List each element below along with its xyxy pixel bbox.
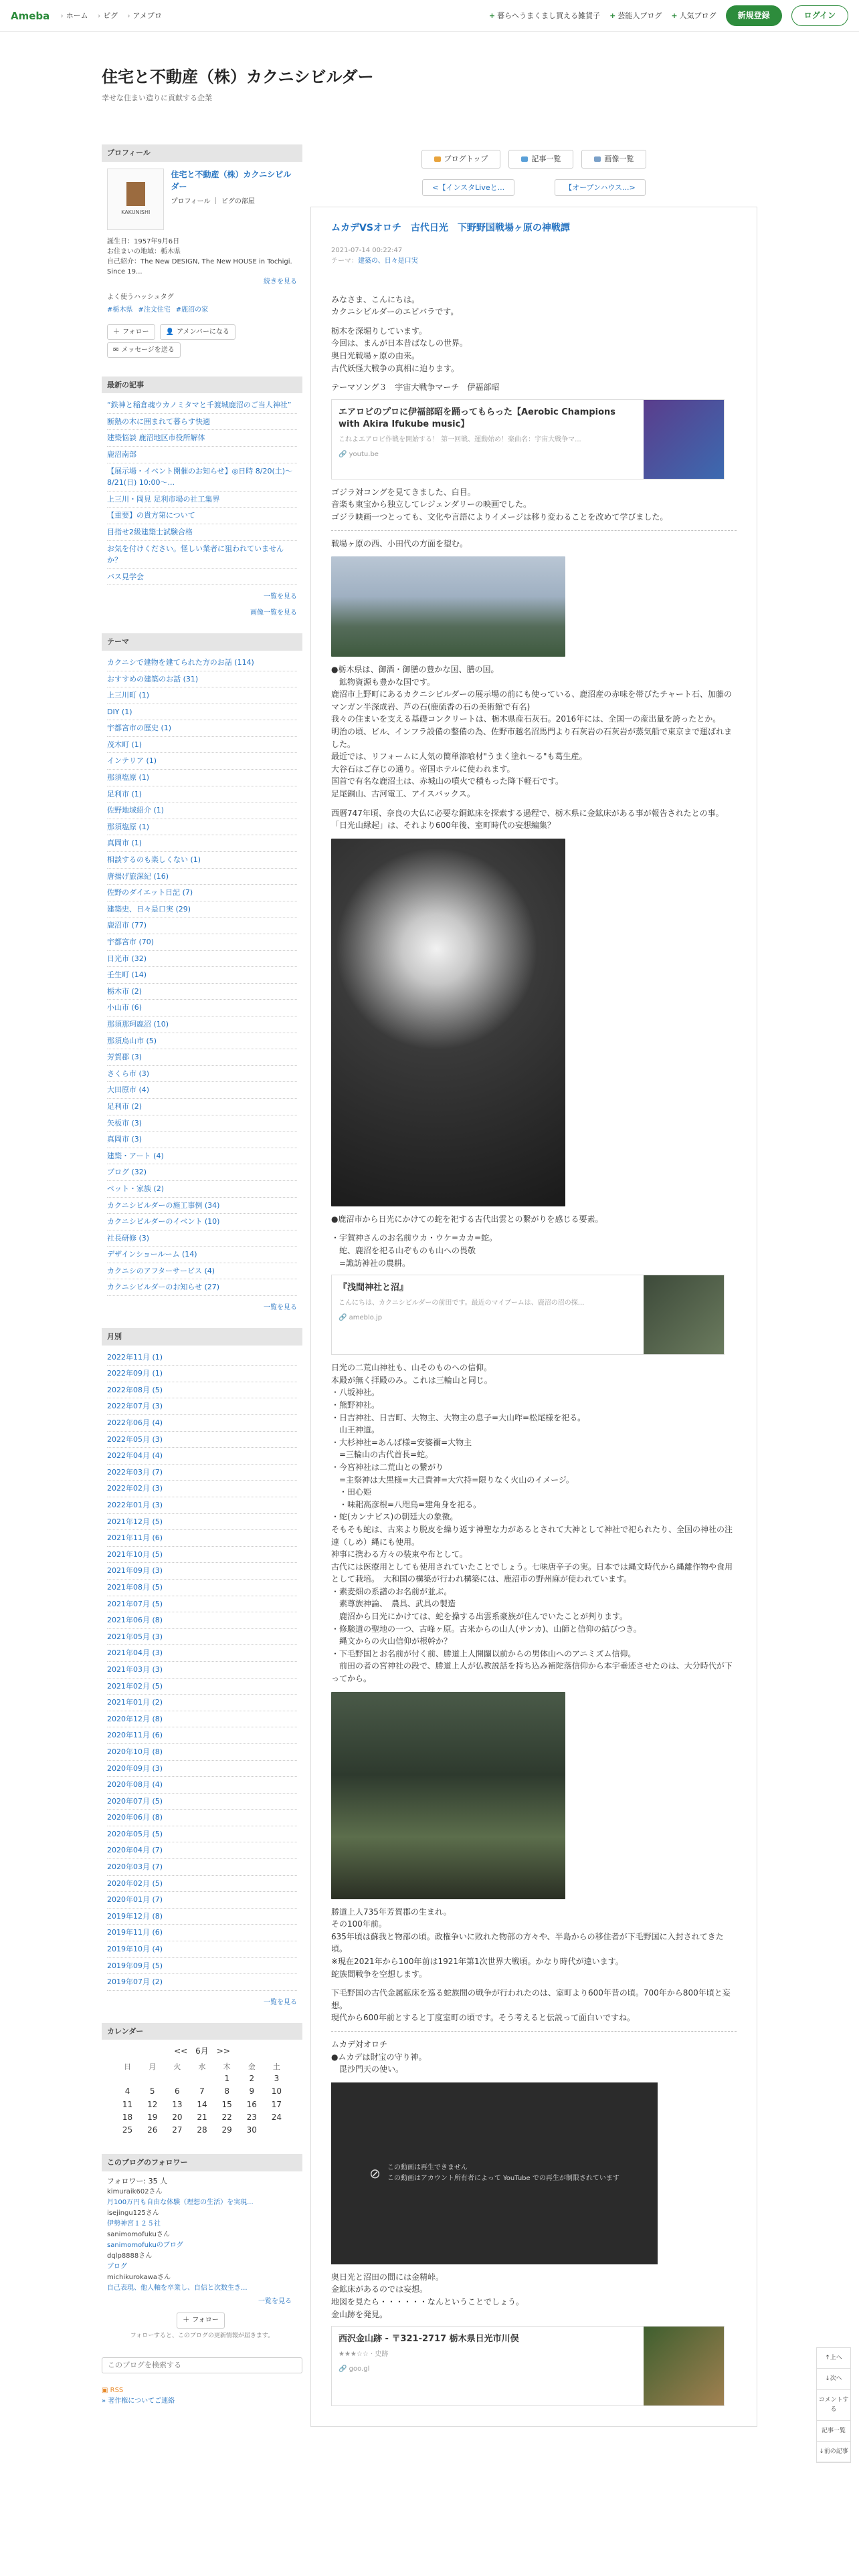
calendar-day: 29 (221, 2125, 232, 2135)
recent-post-item[interactable]: 【展示場・イベント開催のお知らせ】◎日時 8/20(土)〜8/21(日) 10:00〜... (107, 463, 297, 492)
themes-box (102, 633, 302, 1316)
calendar-day (165, 2072, 189, 2085)
calendar-weekday: 日 (124, 2062, 132, 2071)
tab-post-list[interactable]: 記事一覧 (508, 150, 573, 169)
theme-item[interactable]: 建築・アート (4) (107, 1148, 297, 1165)
theme-item[interactable]: カクニシのアフターサービス (4) (107, 1263, 297, 1280)
header-link-celebrity[interactable]: + 芸能人ブログ (609, 11, 662, 20)
amember-button[interactable]: 👤 アメンバーになる (160, 324, 235, 340)
theme-item[interactable]: 那須那珂鹿沼 (10) (107, 1016, 297, 1033)
recent-post-item[interactable]: お気を付けください。怪しい業者に狙われていませんか？ (107, 541, 297, 569)
calendar-day: 11 (122, 2099, 133, 2109)
article-paragraph: テーマソング３ 宇宙大戦争マーチ 伊福部昭 (331, 383, 500, 393)
follow-button[interactable]: ＋ フォロー (107, 324, 155, 340)
calendar-day: 27 (172, 2125, 183, 2135)
article-paragraph: ●鹿沼市から日光にかけての蛇を祀する古代出雲との繋がりを感じる要素。 (331, 1214, 603, 1224)
blog-header (102, 64, 859, 118)
theme-item[interactable]: 日光市 (32) (107, 951, 297, 968)
profile-links[interactable]: プロフィール ｜ ピグの部屋 (171, 197, 255, 205)
follower-list (107, 2187, 297, 2294)
calendar-day: 3 (274, 2074, 280, 2084)
theme-item[interactable]: 壬生町 (14) (107, 967, 297, 984)
themes-more-link[interactable]: 一覧を見る (264, 1304, 297, 1312)
calendar-day: 8 (224, 2086, 229, 2097)
calendar-header: カレンダー (102, 2023, 302, 2040)
month-item[interactable]: 2022年03月 (7) (107, 1465, 297, 1481)
follower-blog-link[interactable]: sanimomofukuのブログ (107, 2242, 183, 2250)
follower-blog-link[interactable]: ブログ (107, 2263, 127, 2271)
theme-item[interactable]: 大田原市 (4) (107, 1082, 297, 1099)
header-link-popular[interactable]: + 人気ブログ (671, 11, 717, 20)
theme-item[interactable]: デザインショールーム (14) (107, 1247, 297, 1263)
theme-item[interactable]: 上三川町 (1) (107, 687, 297, 704)
calendar-day: 1 (224, 2074, 229, 2084)
woods-photo (331, 1692, 565, 1899)
theme-item[interactable]: 那須塩原 (1) (107, 770, 297, 786)
monthly-more-link[interactable]: 一覧を見る (264, 1998, 297, 2006)
rail-prev-button[interactable]: ↓前の記事 (817, 2442, 850, 2462)
theme-item[interactable]: 真岡市 (3) (107, 1132, 297, 1148)
month-item[interactable]: 2022年11月 (1) (107, 1350, 297, 1366)
sidebar (102, 144, 302, 2419)
theme-item[interactable]: 足利市 (1) (107, 786, 297, 803)
link-card-ameblo[interactable]: 『浅間神社と沼』 こんにちは、カクニシビルダーの前田です。最近のマイブームは、鹿沼の沼の探... 🔗 ameblo.jp (331, 1275, 725, 1355)
home-icon (434, 156, 441, 162)
article-paragraph: 下毛野国の古代金属鉱床を巡る蛇族間の戦争が行われたのは、室町より600年昔の頃。700年から800年頃と妄想。 現代から600年前とすると丁度室町の頃です。そう考えると伝説って面白いですね。 (331, 1988, 731, 2023)
monthly-box (102, 1328, 302, 2011)
followers-box (102, 2154, 302, 2345)
month-item[interactable]: 2020年10月 (8) (107, 1744, 297, 1761)
month-item[interactable]: 2020年08月 (4) (107, 1777, 297, 1794)
month-item[interactable]: 2019年12月 (8) (107, 1909, 297, 1925)
login-button[interactable]: ログイン (791, 5, 848, 26)
follower-blog-link[interactable]: 月100万円も自由な体験（理想の生活）を実現... (107, 2199, 254, 2207)
link-icon: 🔗 youtu.be (339, 451, 379, 459)
calendar-day: 4 (124, 2086, 130, 2097)
calendar-day: 6 (175, 2086, 180, 2097)
profile-intro: 自己紹介：The New DESIGN, The New HOUSE in Tochigi. Since 19... (107, 257, 292, 276)
theme-item[interactable]: 茂木町 (1) (107, 737, 297, 754)
article-paragraph: ムカデ対オロチ ●ムカデは財宝の守り神。 毘沙門天の使い。 (331, 2039, 427, 2074)
month-item[interactable]: 2020年06月 (8) (107, 1810, 297, 1826)
calendar-day: 30 (246, 2125, 257, 2135)
calendar-weekday: 月 (149, 2062, 157, 2071)
month-item[interactable]: 2021年08月 (5) (107, 1580, 297, 1596)
theme-item[interactable]: 宇都宮市 (70) (107, 934, 297, 951)
article-paragraph: ●栃木県は、御酒・御膳の豊かな国、膳の国。 鉱物資源も豊かな国です。 鹿沼市上野町にあるカクニシビルダーの展示場の前にも使っている、鹿沼産の赤味を帯びたチャート石、加藤のマンガン半深成岩、芦の石(鹿硫香の石の美術館で有名) 我々の住まいを支える基礎コンクリートは、栃木県産石灰石。2016年には、全国一の産出量を誇ったとか。 明治の頃、ビル、インフラ設備の整備の為、佐野市越名沼馬門より石灰岩の石灰岩が蒸気船で東京まで運ばれました。 最近では、リフォームに人気の簡単漆喰材"うまく塗れ～る"も葛生産。 大谷石はご存じの通り。帝国ホテルに使われます。 国首で有名な鹿沼土は、赤城山の噴火で積もった降下軽石です。 足尾銅山、古河電工、アイスバックス。 (331, 665, 733, 799)
article-paragraph: 奥日光と沼田の間には金精峠。 金鉱床があるのでは妄想。 地図を見たら・・・・・・なんということでしょう。 金山跡を発見。 (331, 2272, 524, 2319)
person-icon: 👤 (165, 328, 175, 336)
card-thumbnail (644, 400, 724, 479)
article-paragraph: みなさま、こんにちは。 カクニシビルダーのエビバラです。 (331, 294, 459, 317)
theme-item[interactable]: 矢板市 (3) (107, 1115, 297, 1132)
month-item[interactable]: 2019年10月 (4) (107, 1941, 297, 1958)
theme-item[interactable]: 建築史、日々是口実 (29) (107, 901, 297, 918)
recent-post-item[interactable]: 鹿沼南部 (107, 447, 297, 463)
theme-item[interactable]: カクニシビルダーのお知らせ (27) (107, 1279, 297, 1296)
month-item[interactable]: 2020年07月 (5) (107, 1794, 297, 1810)
calendar-day: 22 (221, 2112, 232, 2122)
theme-item[interactable]: DIY (1) (107, 704, 297, 721)
rail-up-button[interactable]: ↑上へ (817, 2348, 850, 2369)
recent-post-item[interactable]: バス見学会 (107, 569, 297, 586)
calendar-table (115, 2061, 289, 2137)
mail-icon: ✉ (113, 346, 119, 354)
theme-item[interactable]: カクニシで建物を建てられた方のお話 (114) (107, 655, 297, 671)
profile-name[interactable]: 住宅と不動産（株）カクニシビルダー (171, 169, 292, 191)
theme-item[interactable]: カクニシビルダーの施工事例 (34) (107, 1198, 297, 1214)
top-bar (0, 0, 859, 32)
theme-item[interactable]: インテリア (1) (107, 753, 297, 770)
nav-pigg[interactable]: › ピグ (98, 10, 118, 22)
theme-item[interactable]: さくら市 (3) (107, 1066, 297, 1083)
link-icon: 🔗 goo.gl (339, 2365, 370, 2373)
profile-area: お住まいの地域：栃木県 (107, 247, 181, 255)
forest-photo (331, 839, 565, 1206)
follower-name[interactable]: michikurokawaさん (107, 2274, 171, 2282)
theme-item[interactable]: 那須烏山市 (5) (107, 1033, 297, 1050)
month-item[interactable]: 2021年06月 (8) (107, 1612, 297, 1629)
hashtag-custom-house[interactable]: #注文住宅 (138, 306, 171, 314)
mountain-photo (331, 556, 565, 657)
month-item[interactable]: 2020年12月 (8) (107, 1711, 297, 1728)
month-item[interactable]: 2021年09月 (3) (107, 1563, 297, 1580)
month-item[interactable]: 2021年12月 (5) (107, 1514, 297, 1531)
prev-post-link[interactable]: <【インスタLiveと... (422, 179, 514, 197)
month-item[interactable]: 2021年04月 (3) (107, 1645, 297, 1662)
calendar-day: 21 (197, 2112, 207, 2122)
profile-more-link[interactable]: 続きを見る (264, 278, 297, 286)
rail-next-button[interactable]: ↓次へ (817, 2369, 850, 2389)
plus-icon: ＋ (183, 2317, 190, 2325)
month-item[interactable]: 2020年09月 (3) (107, 1761, 297, 1778)
hashtag-tochigi[interactable]: #栃木県 (107, 306, 133, 314)
month-item[interactable]: 2021年02月 (5) (107, 1679, 297, 1695)
month-item[interactable]: 2021年11月 (6) (107, 1530, 297, 1547)
month-item[interactable]: 2019年07月 (2) (107, 1974, 297, 1991)
theme-item[interactable]: 那須塩原 (1) (107, 819, 297, 836)
article-paragraph: ・宇賀神さんのお名前ウカ・ウケ=カカ=蛇。 蛇、鹿沼を祀る山ぞものも山への畏敬 =諏訪神社の農耕。 (331, 1233, 498, 1268)
calendar-day: 13 (172, 2099, 183, 2109)
article-paragraph: ゴジラ対コングを見てきました、白目。 音楽も東宝から独立してレジェンダリーの映画でした。 ゴジラ映画一つとっても、文化や言語によりイメージは移り変わることを改めて学びました。 (331, 487, 668, 522)
theme-item[interactable]: 小山市 (6) (107, 1000, 297, 1016)
follower-blog-link[interactable]: 伊勢神宮１２５社 (107, 2220, 161, 2228)
month-item[interactable]: 2021年05月 (3) (107, 1629, 297, 1646)
follower-name[interactable]: dqlp8888さん (107, 2252, 153, 2260)
embedded-video[interactable] (331, 2082, 658, 2264)
calendar-day (115, 2072, 140, 2085)
tab-blog-top[interactable]: ブログトップ (421, 150, 501, 169)
card-thumbnail (644, 2327, 724, 2405)
theme-item[interactable]: 宇都宮市の歴史 (1) (107, 720, 297, 737)
rss-icon: ▣ (102, 2386, 110, 2394)
month-item[interactable]: 2022年02月 (3) (107, 1481, 297, 1497)
recent-post-item[interactable]: 建築悩談 鹿沼地区市役所解体 (107, 430, 297, 447)
profile-header: プロフィール (102, 144, 302, 162)
blog-subtitle: 幸せな住まい造りに貢献する企業 (102, 94, 212, 103)
follower-count: フォロワー: 35 人 (107, 2176, 168, 2185)
follower-blog-link[interactable]: 自己表現、他人軸を卒業し、自信と次数生き... (107, 2284, 248, 2292)
list-icon (521, 156, 528, 162)
month-item[interactable]: 2019年09月 (5) (107, 1958, 297, 1975)
month-item[interactable]: 2022年01月 (3) (107, 1497, 297, 1514)
calendar-day: 18 (122, 2112, 133, 2122)
theme-item[interactable]: 栃木市 (2) (107, 984, 297, 1000)
link-card-youtube[interactable]: エアロビのプロに伊福部昭を踊ってもらった【Aerobic Champions with Akira Ifukube music】 これよエアロビ作戦を開始する！ 第一回戦、運動始め！楽曲名：宇宙大戦争マ... 🔗 youtu.be (331, 399, 725, 479)
monthly-header: 月別 (102, 1328, 302, 1346)
calendar-day: 15 (221, 2099, 232, 2109)
calendar-day: 19 (147, 2112, 158, 2122)
month-item[interactable]: 2020年01月 (7) (107, 1892, 297, 1909)
calendar-month-nav[interactable]: << 6月 >> (174, 2046, 230, 2056)
followers-more-link[interactable]: 一覧を見る (258, 2298, 292, 2306)
nav-home[interactable]: › ホーム (60, 10, 88, 22)
month-item[interactable]: 2019年11月 (6) (107, 1925, 297, 1941)
month-item[interactable]: 2020年11月 (6) (107, 1727, 297, 1744)
calendar-weekday: 木 (223, 2062, 231, 2071)
theme-list (102, 651, 302, 1300)
article-title[interactable]: ムカデVSオロチ 古代日光 下野野国戦場ヶ原の神戦譚 (331, 223, 570, 234)
recent-post-item[interactable]: 目指せ2級建築士試験合格 (107, 524, 297, 541)
ameba-logo[interactable]: Ameba (11, 9, 50, 22)
calendar-day: 20 (172, 2112, 183, 2122)
calendar-day: 10 (271, 2086, 282, 2097)
follow-note: フォローすると、このブログの更新情報が届きます。 (130, 2333, 274, 2340)
top-nav (60, 10, 162, 22)
rail-comment-button[interactable]: コメントする (817, 2390, 850, 2421)
theme-item[interactable]: 佐野地域紹介 (1) (107, 802, 297, 819)
themes-header: テーマ (102, 633, 302, 651)
calendar-day: 9 (249, 2086, 255, 2097)
article-theme: テーマ：建築の、日々是口実 (331, 257, 418, 265)
calendar-day: 7 (199, 2086, 205, 2097)
follower-name[interactable]: kimuraik602さん (107, 2188, 163, 2196)
image-icon (594, 156, 601, 162)
theme-item[interactable]: カクニシビルダーのイベント (10) (107, 1214, 297, 1230)
theme-item[interactable]: 芳賀郡 (3) (107, 1049, 297, 1066)
plus-icon: ＋ (113, 328, 120, 336)
profile-birthday: 誕生日：1957年9月6日 (107, 237, 180, 245)
tab-image-list[interactable]: 画像一覧 (581, 150, 646, 169)
calendar-box (102, 2023, 302, 2142)
article (310, 207, 757, 2427)
card-thumbnail (644, 1275, 724, 1354)
calendar-day: 12 (147, 2099, 158, 2109)
month-item[interactable]: 2020年04月 (7) (107, 1842, 297, 1859)
month-item[interactable]: 2020年02月 (5) (107, 1876, 297, 1893)
calendar-day: 28 (197, 2125, 207, 2135)
calendar-day: 25 (122, 2125, 133, 2135)
recent-more-link[interactable]: 一覧を見る (264, 593, 297, 601)
header-link-goods[interactable]: + 暮らへうまくまし買える雑貨子 (488, 11, 601, 20)
month-item[interactable]: 2020年03月 (7) (107, 1859, 297, 1876)
followers-header: このブログのフォロワー (102, 2154, 302, 2171)
profile-avatar[interactable]: KAKUNISHI (107, 169, 164, 230)
month-item[interactable]: 2022年07月 (3) (107, 1398, 297, 1415)
link-icon: 🔗 ameblo.jp (339, 1314, 383, 1322)
article-paragraph: 戦場ヶ原の西、小田代の方面を望む。 (331, 538, 468, 548)
calendar-day: 14 (197, 2099, 207, 2109)
theme-item[interactable]: 社長研修 (3) (107, 1230, 297, 1247)
follow-button-bottom[interactable]: ＋ フォロー (177, 2313, 225, 2329)
hashtag-kanuma[interactable]: #鹿沼の家 (175, 306, 209, 314)
nav-amepro[interactable]: › アメプロ (127, 10, 162, 22)
right-rail (816, 2347, 851, 2463)
month-item[interactable]: 2022年09月 (1) (107, 1366, 297, 1382)
article-theme-link[interactable]: 建築の、日々是口実 (358, 257, 418, 265)
theme-item[interactable]: 唐揚げ旅深紀 (16) (107, 869, 297, 885)
alert-icon: ⊘ (369, 2165, 381, 2181)
month-item[interactable]: 2022年06月 (4) (107, 1415, 297, 1432)
theme-item[interactable]: 相談するのも楽しくない (1) (107, 852, 297, 869)
article-date: 2021-07-14 00:22:47 (331, 246, 403, 254)
month-item[interactable]: 2021年10月 (5) (107, 1547, 297, 1564)
signup-button[interactable]: 新規登録 (726, 5, 782, 26)
recent-post-item[interactable]: 【重要】の貴方第について (107, 508, 297, 524)
theme-item[interactable]: 鹿沼市 (77) (107, 918, 297, 934)
recent-posts-box (102, 377, 302, 622)
month-item[interactable]: 2022年04月 (4) (107, 1448, 297, 1465)
theme-item[interactable]: 佐野のダイエット日記 (7) (107, 885, 297, 901)
calendar-day: 26 (147, 2125, 158, 2135)
blog-search-input[interactable] (102, 2357, 302, 2373)
recent-header: 最新の記事 (102, 377, 302, 394)
month-item[interactable]: 2020年05月 (5) (107, 1826, 297, 1843)
recent-images-link[interactable]: 画像一覧を見る (250, 609, 297, 617)
calendar-weekday: 水 (198, 2062, 206, 2071)
follower-name[interactable]: isejingu125さん (107, 2210, 159, 2218)
video-unavailable-note: この動画は再生できません この動画はアカウント所有者によって YouTube での再生が制限されています (387, 2163, 619, 2182)
theme-item[interactable]: 真岡市 (1) (107, 835, 297, 852)
recent-post-item[interactable]: 断熱の木に囲まれて暮らす快適 (107, 414, 297, 431)
article-paragraph: 栃木を深堀りしています。 今回は、まんが日本昔ばなしの世界。 奥日光戦場ヶ原の由来。 古代妖怪大戦争の真相に迫ります。 (331, 326, 468, 373)
calendar-day: 17 (271, 2099, 282, 2109)
theme-item[interactable]: ペット・家族 (2) (107, 1181, 297, 1198)
message-button[interactable]: ✉ メッセージを送る (107, 342, 181, 358)
calendar-day: 23 (246, 2112, 257, 2122)
profile-box (102, 144, 302, 364)
main-content (310, 144, 757, 2427)
recent-list (102, 393, 302, 589)
month-item[interactable]: 2021年01月 (2) (107, 1695, 297, 1711)
article-paragraph: 西暦747年頃、奈良の大仏に必要な銅鉱床を探索する過程で、栃木県に金鉱床がある事が報告されたとの事。 「日光山縁起」は、それより600年後、室町時代の妄想編集？ (331, 808, 724, 831)
theme-item[interactable]: おすすめの建築のお話 (31) (107, 671, 297, 688)
calendar-day (140, 2072, 165, 2085)
recent-post-item[interactable]: 上三川・岡見 足利市場の社工集界 (107, 492, 297, 508)
month-item[interactable]: 2021年03月 (3) (107, 1662, 297, 1679)
recent-post-item[interactable]: “鉄神と稲倉魂ウカノミタマと千渡城鹿沼のご当人神社” (107, 397, 297, 414)
follower-name[interactable]: sanimomofukuさん (107, 2231, 170, 2239)
link-card-map[interactable]: 西沢金山跡 - 〒321-2717 栃木県日光市川俣 ★★★☆☆ · 史跡 🔗 goo.gl (331, 2326, 725, 2406)
rss-link[interactable]: ▣ RSS (102, 2386, 124, 2394)
calendar-day: 16 (246, 2099, 257, 2109)
blog-title[interactable]: 住宅と不動産（株）カクニシビルダー (102, 68, 374, 86)
copyright-link[interactable]: » 著作権についてご連絡 (102, 2397, 175, 2405)
next-post-link[interactable]: 【オープンハウス...> (555, 179, 646, 197)
hashtag-title: よく使うハッシュタグ (107, 293, 174, 301)
calendar-weekday: 土 (272, 2062, 280, 2071)
calendar-day (189, 2072, 214, 2085)
theme-item[interactable]: 足利市 (2) (107, 1099, 297, 1115)
month-item[interactable]: 2022年05月 (3) (107, 1432, 297, 1448)
month-item[interactable]: 2021年07月 (5) (107, 1596, 297, 1613)
theme-item[interactable]: ブログ (32) (107, 1164, 297, 1181)
article-paragraph: 日光の二荒山神社も、山そのものへの信仰。 本殿が無く拝殿のみ。これは三輪山と同じ。 ・八坂神社。 ・熊野神社。 ・日吉神社、日吉町、大物主、大物主の息子=大山咋=松尾様を祀る。 山王神道。 ・大杉神社=あんば様=安婆禰=大物主 =三輪山の古代首長=蛇。 ・今宮神社は二荒山との繋がり =主祭神は大黒様=大己貴神=大穴持=限りなく火山のイメージ。 ・田心姫 ・味耜高彦根=八咫烏=建角身を祀る。 ・蛇(カンナビス)の朝廷大の象徴。 そもそも蛇は、古来より脱皮を繰り返す神聖な力があるとされて大神として神社で祀られたり、全国の神社の注連（しめ）縄にも使用。 神事に携わる方々の装束や布として。 古代には医療用としても使用されていたことでしょう。七味唐辛子の実。日本では縄文時代から縄離作物や食用として栽培。 大和国の構築が行われ構築には、鹿沼市の野州麻が使われています。 ・素麦畑の系譜のお名前が並ぶ。 素尊族神論、 農具、武具の製造 鹿沼から日光にかけては、蛇を操する出雲系豪族が住んでいたことが判ります。 ・修験道の聖地の一つ、古峰ヶ原。古来からの山人(サンカ)、山師と信仰の結びつき。 縄文からの火山信仰が根幹か？ ・下毛野国とお名前が付く前、勝道上人開闢以前からの男体山へのアニミズム信仰。 前田の者の宮神社の段で、勝道上人が仏教説話を持ち込み補陀落信仰から本宇垂迹させたのは、大分時代が下ってから。 (331, 1363, 733, 1684)
article-paragraph: 勝道上人735年芳賀郡の生まれ。 その100年前。 635年頃は蘇我と物部の頃。政権争いに敗れた物部の方々や、半島からの移住者が下毛野国に入封されてきた頃。 ※現在2021年から100年前は1921年第1次世界大戦頃。かなり時代が違います。 蛇族間戦争を空想します。 (331, 1907, 724, 1979)
calendar-day: 5 (149, 2086, 155, 2097)
month-list (102, 1346, 302, 1995)
calendar-day: 24 (271, 2112, 282, 2122)
month-item[interactable]: 2022年08月 (5) (107, 1382, 297, 1399)
calendar-weekday: 火 (173, 2062, 181, 2071)
calendar-day: 2 (249, 2074, 255, 2084)
rail-list-button[interactable]: 記事一覧 (817, 2421, 850, 2442)
calendar-weekday: 金 (248, 2062, 256, 2071)
calendar-day (264, 2124, 289, 2137)
